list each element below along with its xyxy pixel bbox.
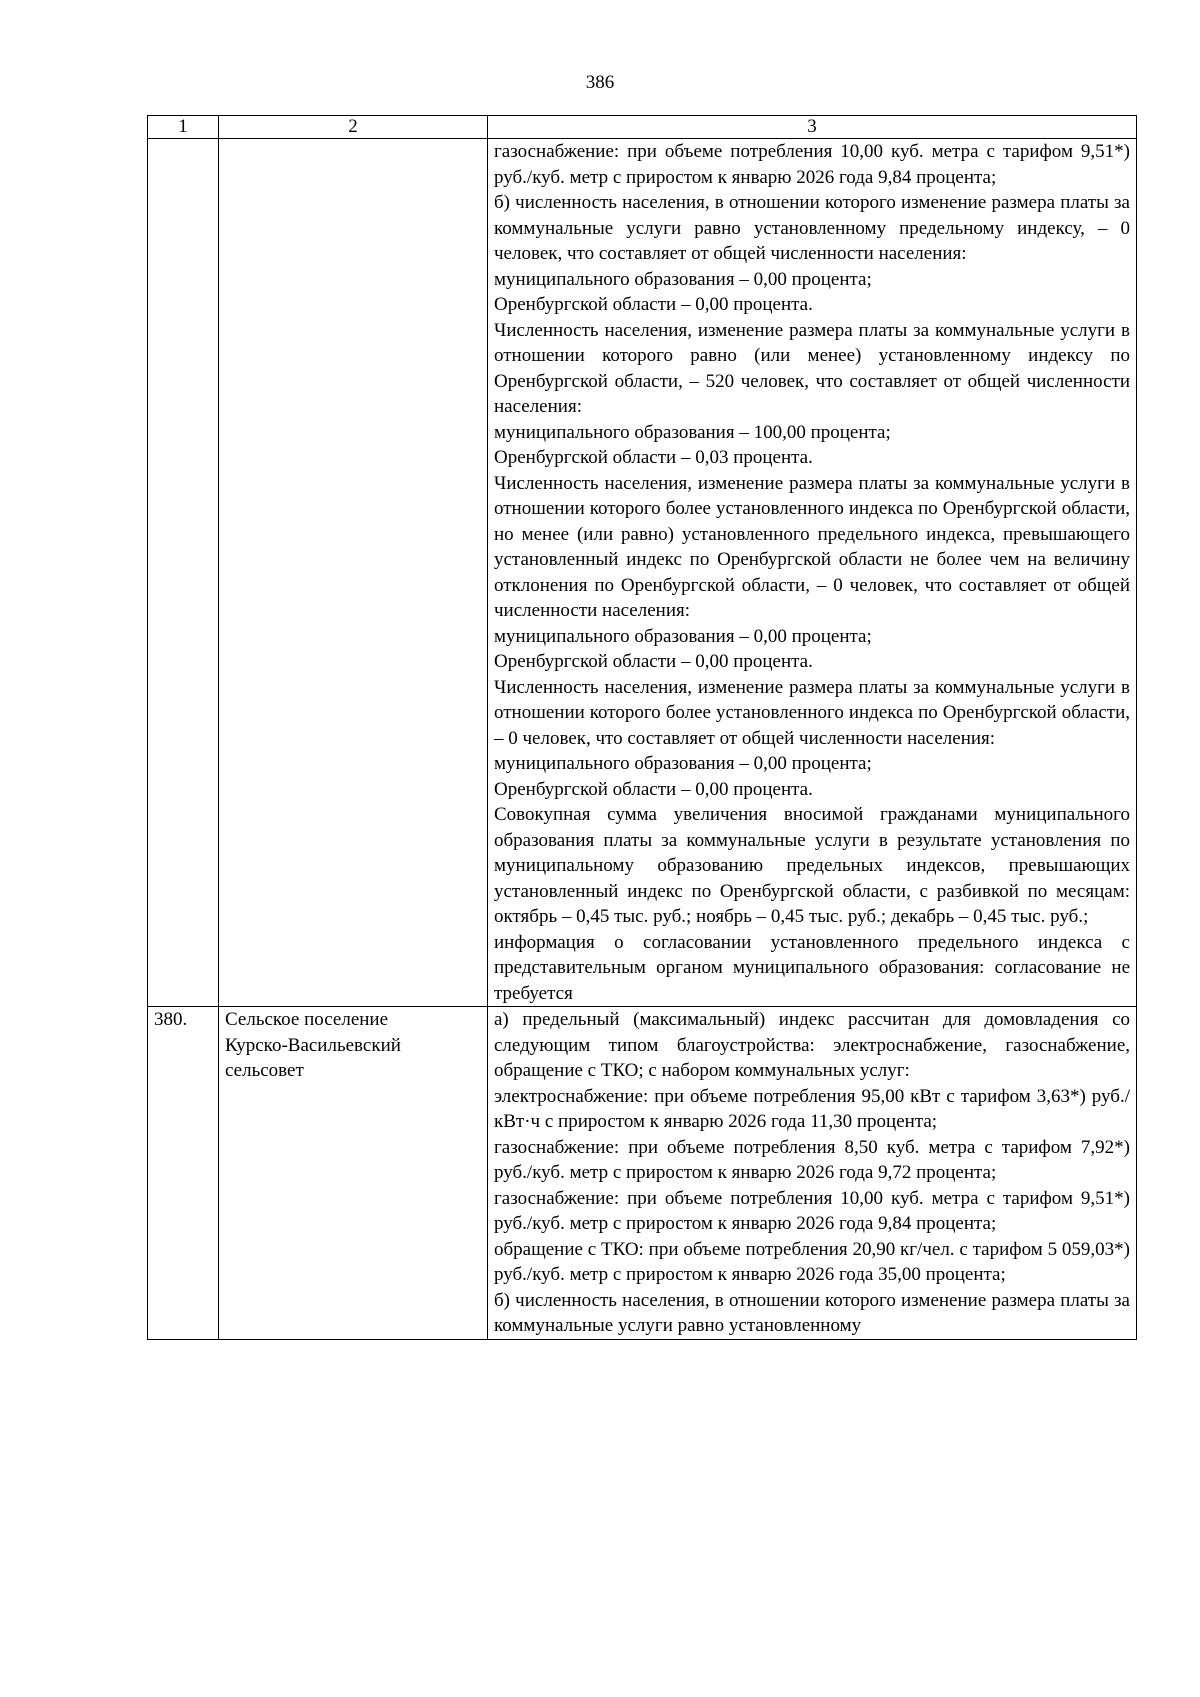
table-header-row bbox=[148, 116, 1137, 139]
paragraph: Оренбургской области – 0,03 процента. bbox=[494, 447, 813, 468]
paragraph: муниципального образования – 0,00 процента; bbox=[494, 753, 872, 774]
paragraph: газоснабжение: при объеме потребления 10,00 куб. метра с тарифом 9,51*) руб./куб. метр с приростом к январю 2026 года 9,84 процента; bbox=[494, 1187, 1130, 1234]
paragraph: Оренбургской области – 0,00 процента. bbox=[494, 651, 813, 672]
paragraph: муниципального образования – 0,00 процента; bbox=[494, 268, 872, 290]
table-row bbox=[148, 1007, 1137, 1340]
settlement-name-line: сельсовет bbox=[225, 1060, 304, 1081]
paragraph: газоснабжение: при объеме потребления 10,00 куб. метра с тарифом 9,51*) руб./куб. метр с приростом к январю 2026 года 9,84 процента; bbox=[494, 141, 1130, 188]
paragraph: электроснабжение: при объеме потребления 95,00 кВт с тарифом 3,63*) руб./кВт·ч с приростом к январю 2026 года 11,30 процента; bbox=[494, 1085, 1130, 1132]
paragraph: Совокупная сумма увеличения вносимой гражданами муниципального образования платы за коммунальные услуги в результате установления по муниципальному образованию предельных индексов, превышающих установленный индекс по Оренбургской области, с разбивкой по месяцам: октябрь – 0,45 тыс. руб.; ноябрь – 0,45 тыс. руб.; декабрь – 0,45 тыс. руб.; bbox=[494, 804, 1130, 927]
row-content-cell bbox=[488, 139, 1137, 1007]
document-table bbox=[147, 115, 1137, 1340]
paragraph: газоснабжение: при объеме потребления 8,50 куб. метра с тарифом 7,92*) руб./куб. метр с приростом к январю 2026 года 9,72 процента; bbox=[494, 1136, 1130, 1183]
paragraph: Численность населения, изменение размера платы за коммунальные услуги в отношении которого более установленного индекса по Оренбургской области, – 0 человек, что составляет от общей численности населения: bbox=[494, 676, 1130, 749]
paragraph: обращение с ТКО: при объеме потребления 20,90 кг/чел. с тарифом 5 059,03*) руб./куб. метр с приростом к январю 2026 года 35,00 процента; bbox=[494, 1238, 1130, 1285]
row-number-cell: 380. bbox=[148, 1007, 219, 1340]
paragraph: а) предельный (максимальный) индекс рассчитан для домовладения со следующим типом благоустройства: электроснабжение, газоснабжение, обращение с ТКО; с набором коммунальных услуг: bbox=[494, 1009, 1130, 1081]
settlement-name-line: Курско-Васильевский bbox=[225, 1034, 401, 1056]
row-content-cell bbox=[488, 1007, 1137, 1340]
settlement-name-cell bbox=[219, 139, 488, 1007]
row-number-cell bbox=[148, 139, 219, 1007]
paragraph: Оренбургской области – 0,00 процента. bbox=[494, 778, 813, 800]
header-cell-3: 3 bbox=[488, 116, 1137, 139]
header-cell-1: 1 bbox=[148, 116, 219, 139]
paragraph: б) численность населения, в отношении которого изменение размера платы за коммунальные услуги равно установленному bbox=[494, 1289, 1130, 1336]
page-number: 386 bbox=[585, 72, 615, 93]
settlement-name-cell bbox=[219, 1007, 488, 1340]
header-cell-2: 2 bbox=[219, 116, 488, 139]
settlement-name-line: Сельское поселение bbox=[225, 1009, 389, 1030]
paragraph: Оренбургской области – 0,00 процента. bbox=[494, 294, 813, 315]
paragraph: муниципального образования – 100,00 процента; bbox=[494, 421, 891, 443]
table-row bbox=[148, 139, 1137, 1007]
paragraph: муниципального образования – 0,00 процента; bbox=[494, 625, 872, 647]
paragraph: б) численность населения, в отношении которого изменение размера платы за коммунальные услуги равно установленному предельному индексу, – 0 человек, что составляет от общей численности населения: bbox=[494, 192, 1130, 264]
paragraph: Численность населения, изменение размера платы за коммунальные услуги в отношении которого более установленного индекса по Оренбургской области, но менее (или равно) установленного предельного индекса, превышающего установленный индекс по Оренбургской области не более чем на величину отклонения по Оренбургской области, – 0 человек, что составляет от общей численности населения: bbox=[494, 472, 1130, 621]
paragraph: Численность населения, изменение размера платы за коммунальные услуги в отношении которого равно (или менее) установленному индексу по Оренбургской области, – 520 человек, что составляет от общей численности населения: bbox=[494, 319, 1130, 417]
paragraph: информация о согласовании установленного предельного индекса с представительным органом муниципального образования: согласование не требуется bbox=[494, 931, 1130, 1004]
